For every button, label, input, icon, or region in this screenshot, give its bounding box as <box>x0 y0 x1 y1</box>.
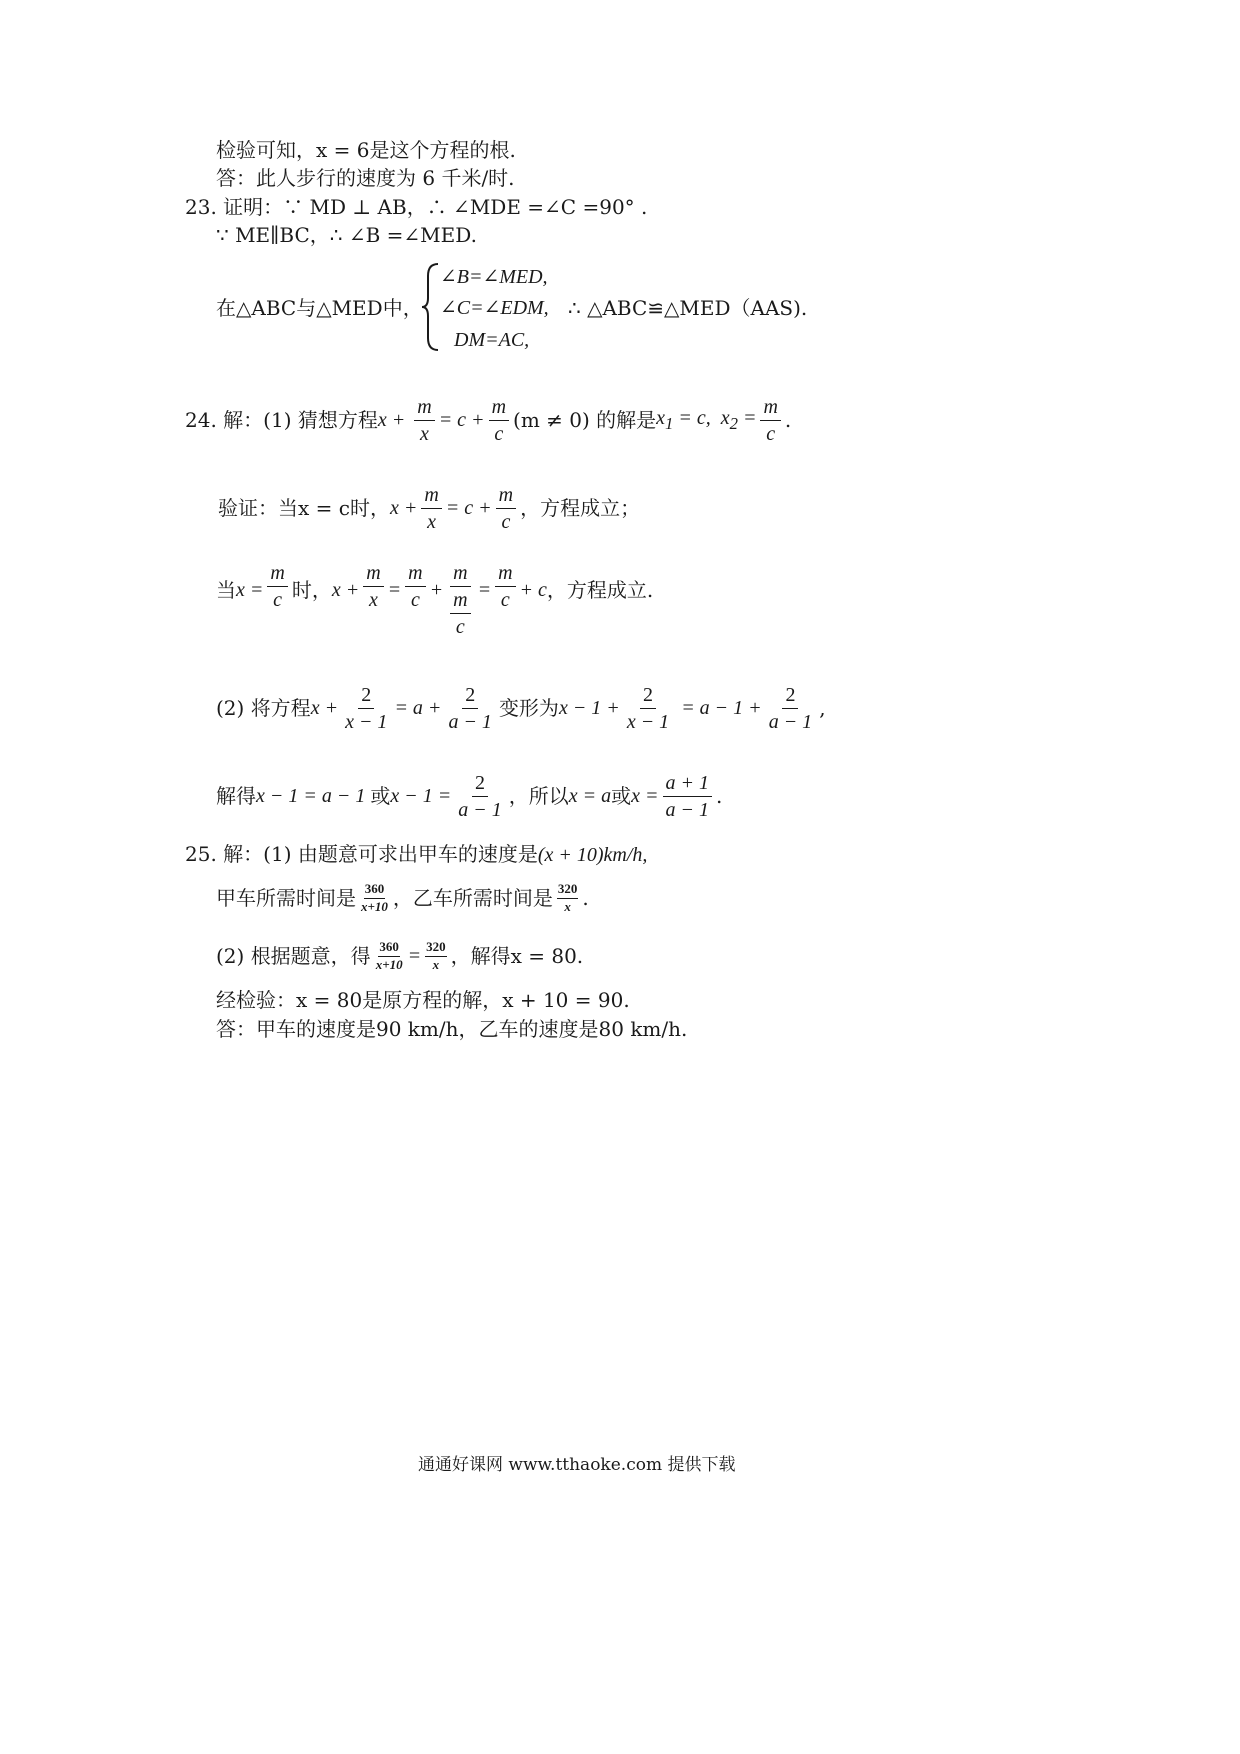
fraction: $\frac{m}{c}$ <box>496 484 516 533</box>
math: x = <box>236 579 264 601</box>
fraction: $\frac{2}{x - 1}$ <box>626 683 670 733</box>
fraction: $\frac{320}{x}$ <box>426 939 446 972</box>
text: 24. 解：(1) 猜想方程 <box>185 408 378 432</box>
question-23-line: ∴ △ABC≌△MED（AAS). <box>568 296 808 320</box>
math: x − 1 = a − 1 <box>256 785 371 807</box>
brace-icon <box>420 262 442 352</box>
fraction: $\frac{m}{c}$ <box>489 396 509 445</box>
fraction: $\frac{2}{x - 1}$ <box>345 683 388 733</box>
text: 时， <box>291 578 332 602</box>
math: = <box>407 945 422 967</box>
fraction: $\frac{m}{x}$ <box>421 484 441 533</box>
math: + <box>429 579 444 601</box>
fraction: $\frac{m}{x}$ <box>363 562 383 611</box>
math: x + <box>331 579 360 601</box>
math: (x + 10)km/h, <box>537 844 648 866</box>
fraction: $\frac{m}{x}$ <box>414 396 434 445</box>
math: = <box>477 579 492 601</box>
math: . <box>784 408 792 432</box>
fraction: $\frac{a + 1}{a - 1}$ <box>663 772 713 821</box>
fraction: $\frac{m}{c}$ <box>495 562 515 611</box>
question-23-line: ∵ ME∥BC，∴ ∠B =∠MED. <box>216 223 477 247</box>
math: . <box>582 886 589 910</box>
math: x + <box>389 497 418 519</box>
fraction: $\frac{m}{c}$ <box>760 396 780 445</box>
fraction: $\frac{2}{a - 1}$ <box>768 683 813 733</box>
text: ，所以 <box>508 784 569 808</box>
math: x = <box>631 785 659 807</box>
fraction: $\frac{m}{c}$ <box>267 562 287 611</box>
text: 解得 <box>216 784 256 808</box>
text: 当 <box>216 578 236 602</box>
question-23-line: 在△ABC与△MED中， <box>216 296 423 320</box>
text: 变形为 <box>498 696 559 720</box>
math: x = a <box>568 785 612 807</box>
complex-fraction: m m c <box>447 562 473 638</box>
math: , <box>819 696 826 720</box>
system-equation: ∠C=∠EDM, <box>440 297 549 319</box>
question-24-line <box>216 678 826 738</box>
question-25-line: 答：甲车的速度是90 km/h，乙车的速度是80 km/h. <box>216 1017 688 1041</box>
text: ，乙车所需时间是 <box>392 886 553 910</box>
question-24-line <box>216 766 722 826</box>
fraction: $\frac{320}{x}$ <box>557 881 578 914</box>
math: = c + <box>438 409 485 431</box>
math: $x_1 = c$, $x_2$ = <box>656 407 757 433</box>
math: x − 1 + <box>558 697 620 719</box>
text: 甲车所需时间是 <box>216 886 356 910</box>
fraction: $\frac{360}{x+10}$ <box>375 939 403 972</box>
math: = a − 1 + <box>676 697 762 719</box>
math: x + <box>310 697 339 719</box>
question-25-line <box>216 878 589 918</box>
question-25-line: 经检验：x = 80是原方程的解，x + 10 = 90. <box>216 988 630 1012</box>
question-24-line <box>218 478 640 538</box>
text: 验证：当x = c时， <box>218 496 390 520</box>
fraction: $\frac{2}{a - 1}$ <box>448 683 492 733</box>
question-23-line: 23. 证明：∵ MD ⊥ AB，∴ ∠MDE =∠C =90° . <box>185 195 648 219</box>
text: (2) 将方程 <box>216 696 311 720</box>
question-25-line <box>216 936 583 976</box>
question-25-line <box>185 842 647 867</box>
system-equation: DM=AC, <box>454 329 530 351</box>
page-footer: 通通好课网 www.tthaoke.com 提供下载 <box>418 1455 736 1475</box>
text: 25. 解：(1) 由题意可求出甲车的速度是 <box>185 842 538 866</box>
question-24-line <box>216 562 653 646</box>
text: ，方程成立； <box>520 496 641 520</box>
fraction: $\frac{m}{c}$ <box>405 562 425 611</box>
math: + c <box>519 579 547 601</box>
text: (2) 根据题意，得 <box>216 944 371 968</box>
text: ，方程成立. <box>546 578 654 602</box>
math: . <box>716 784 723 808</box>
text: (m ≠ 0) 的解是 <box>513 408 657 432</box>
fraction: $\frac{2}{a - 1}$ <box>458 771 502 821</box>
fraction: $\frac{360}{x+10}$ <box>361 881 388 914</box>
math: = a + <box>394 697 442 719</box>
math: x + <box>377 409 411 431</box>
text: ，解得x = 80. <box>450 944 584 968</box>
text-line: 答：此人步行的速度为 6 千米/时. <box>216 166 515 190</box>
math: = <box>387 579 402 601</box>
math: = c + <box>445 497 492 519</box>
question-24-line <box>185 390 791 450</box>
text-line: 检验可知，x = 6是这个方程的根. <box>216 138 516 162</box>
text: 或 <box>370 784 391 808</box>
system-equation: ∠B=∠MED, <box>440 266 548 288</box>
math: x − 1 = <box>390 785 452 807</box>
text: 或 <box>611 784 632 808</box>
